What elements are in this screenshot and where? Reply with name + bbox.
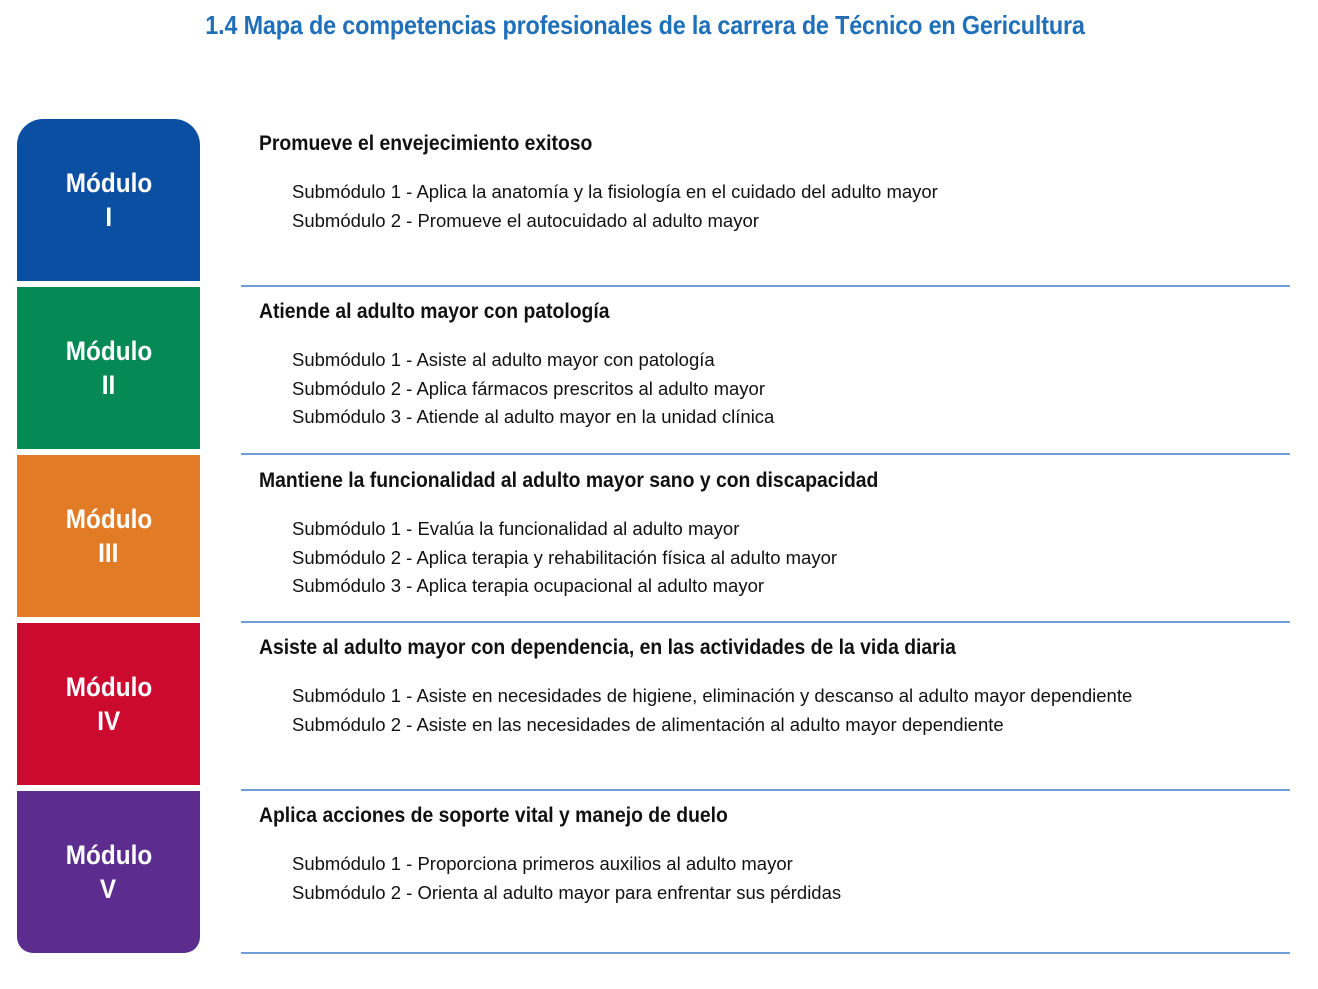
module-numeral: II — [101, 370, 116, 400]
module-section-1 — [259, 130, 1289, 235]
module-numeral: III — [98, 538, 119, 568]
module-label: Módulo — [65, 672, 152, 702]
submodule-item: Submódulo 2 - Orienta al adulto mayor para enfrentar sus pérdidas — [292, 881, 842, 903]
submodule-item: Submódulo 3 - Atiende al adulto mayor en la unidad clínica — [292, 406, 775, 428]
module-heading: Mantiene la funcionalidad al adulto mayor sano y con discapacidad — [259, 468, 879, 492]
submodule-list — [259, 850, 1289, 907]
module-section-4 — [259, 634, 1289, 739]
submodule-item: Submódulo 1 - Proporciona primeros auxilios al adulto mayor — [292, 853, 793, 874]
module-box-1 — [17, 119, 200, 281]
submodule-item: Submódulo 2 - Promueve el autocuidado al adulto mayor — [292, 209, 759, 231]
module-box-2 — [17, 287, 200, 449]
section-divider — [241, 453, 1290, 455]
submodule-list — [259, 682, 1289, 739]
section-divider — [241, 285, 1290, 287]
submodule-list — [259, 346, 1289, 432]
module-label: Módulo — [65, 504, 152, 534]
module-heading: Atiende al adulto mayor con patología — [259, 299, 610, 323]
submodule-item: Submódulo 2 - Aplica fármacos prescritos al adulto mayor — [292, 377, 765, 399]
module-section-3 — [259, 467, 1289, 601]
module-heading: Asiste al adulto mayor con dependencia, en las actividades de la vida diaria — [259, 635, 956, 659]
submodule-list — [259, 515, 1289, 601]
section-divider — [241, 952, 1290, 954]
module-numeral: IV — [97, 706, 120, 736]
section-divider — [241, 789, 1290, 791]
module-label: Módulo — [65, 840, 152, 870]
page-title: 1.4 Mapa de competencias profesionales de la carrera de Técnico en Gericultura — [205, 10, 1085, 40]
module-section-2 — [259, 298, 1289, 432]
module-box-3 — [17, 455, 200, 617]
submodule-list — [259, 178, 1289, 235]
submodule-item: Submódulo 1 - Aplica la anatomía y la fisiología en el cuidado del adulto mayor — [292, 181, 938, 202]
submodule-item: Submódulo 1 - Asiste al adulto mayor con patología — [292, 349, 715, 370]
submodule-item: Submódulo 1 - Asiste en necesidades de higiene, eliminación y descanso al adulto mayor dependiente — [292, 685, 1133, 706]
module-label: Módulo — [65, 168, 152, 198]
module-numeral: I — [105, 202, 112, 232]
module-label: Módulo — [65, 336, 152, 366]
submodule-item: Submódulo 2 - Aplica terapia y rehabilitación física al adulto mayor — [292, 546, 838, 568]
submodule-item: Submódulo 2 - Asiste en las necesidades de alimentación al adulto mayor dependiente — [292, 713, 1004, 735]
submodule-item: Submódulo 1 - Evalúa la funcionalidad al adulto mayor — [292, 518, 740, 539]
module-box-4 — [17, 623, 200, 785]
module-heading: Aplica acciones de soporte vital y manejo de duelo — [259, 803, 728, 827]
module-numeral: V — [100, 874, 117, 904]
submodule-item: Submódulo 3 - Aplica terapia ocupacional al adulto mayor — [292, 575, 765, 597]
section-divider — [241, 621, 1290, 623]
module-heading: Promueve el envejecimiento exitoso — [259, 131, 593, 155]
module-box-5 — [17, 791, 200, 953]
module-section-5 — [259, 802, 1289, 907]
